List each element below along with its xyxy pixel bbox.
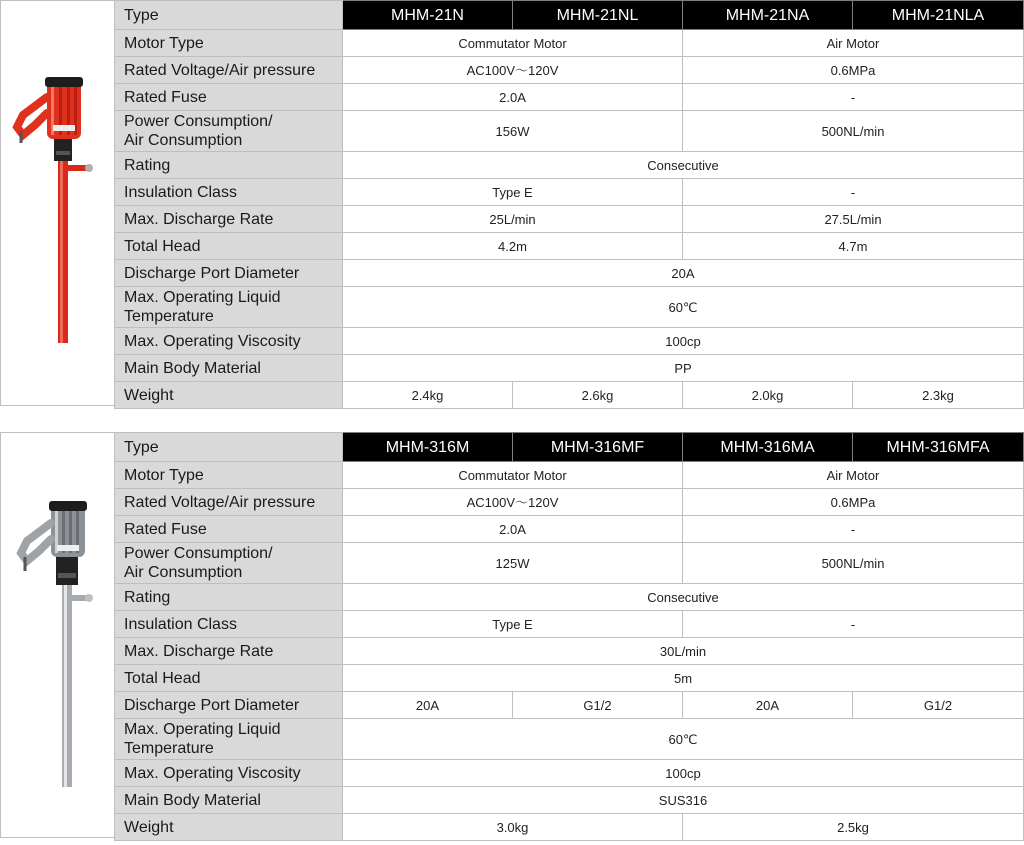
cell-value: 25L/min bbox=[343, 206, 683, 233]
cell-value: 500NL/min bbox=[683, 543, 1024, 584]
cell-value: 30L/min bbox=[343, 638, 1024, 665]
table-row bbox=[115, 57, 1024, 84]
cell-value: Air Motor bbox=[683, 30, 1024, 57]
cell-value: 2.3kg bbox=[853, 382, 1024, 409]
table-row bbox=[115, 260, 1024, 287]
table-row bbox=[115, 328, 1024, 355]
row-label-viscosity: Max. Operating Viscosity bbox=[115, 760, 343, 787]
label-line: Temperature bbox=[124, 308, 214, 325]
model-header: MHM-316MA bbox=[683, 433, 853, 462]
table-row bbox=[115, 760, 1024, 787]
row-label-material: Main Body Material bbox=[115, 787, 343, 814]
row-label-type: Type bbox=[115, 1, 343, 30]
table-row bbox=[115, 206, 1024, 233]
row-label-rated-voltage: Rated Voltage/Air pressure bbox=[115, 57, 343, 84]
pump-image-cell bbox=[0, 432, 114, 838]
cell-value: 125W bbox=[343, 543, 683, 584]
row-label-power bbox=[115, 111, 343, 152]
row-label-rating: Rating bbox=[115, 152, 343, 179]
row-label-rated-fuse: Rated Fuse bbox=[115, 84, 343, 111]
table-row bbox=[115, 489, 1024, 516]
label-line: Power Consumption/ bbox=[124, 545, 273, 562]
cell-value: 156W bbox=[343, 111, 683, 152]
cell-value: AC100V～120V bbox=[343, 57, 683, 84]
cell-value: 60℃ bbox=[343, 287, 1024, 328]
cell-value: 60℃ bbox=[343, 719, 1024, 760]
row-label-rating: Rating bbox=[115, 584, 343, 611]
table-row bbox=[115, 692, 1024, 719]
table-row bbox=[115, 584, 1024, 611]
cell-value: 27.5L/min bbox=[683, 206, 1024, 233]
model-header: MHM-21NLA bbox=[853, 1, 1024, 30]
table-row bbox=[115, 665, 1024, 692]
table-row bbox=[115, 382, 1024, 409]
spec-block-mhm-316 bbox=[0, 432, 1024, 841]
row-label-material: Main Body Material bbox=[115, 355, 343, 382]
table-row bbox=[115, 787, 1024, 814]
cell-value: 20A bbox=[343, 260, 1024, 287]
table-row bbox=[115, 638, 1024, 665]
row-label-viscosity: Max. Operating Viscosity bbox=[115, 328, 343, 355]
row-label-motor-type: Motor Type bbox=[115, 462, 343, 489]
label-line: Power Consumption/ bbox=[124, 113, 273, 130]
cell-value: - bbox=[683, 84, 1024, 111]
row-label-total-head: Total Head bbox=[115, 233, 343, 260]
row-label-insulation: Insulation Class bbox=[115, 179, 343, 206]
cell-value: - bbox=[683, 516, 1024, 543]
cell-value: 4.2m bbox=[343, 233, 683, 260]
cell-value: Commutator Motor bbox=[343, 462, 683, 489]
table-row bbox=[115, 233, 1024, 260]
row-label-temperature bbox=[115, 719, 343, 760]
cell-value: 5m bbox=[343, 665, 1024, 692]
cell-value: PP bbox=[343, 355, 1024, 382]
pump-image-cell bbox=[0, 0, 114, 406]
table-row bbox=[115, 719, 1024, 760]
row-label-discharge-rate: Max. Discharge Rate bbox=[115, 638, 343, 665]
cell-value: Consecutive bbox=[343, 584, 1024, 611]
cell-value: 4.7m bbox=[683, 233, 1024, 260]
model-header: MHM-316M bbox=[343, 433, 513, 462]
steel-drum-pump-icon bbox=[1, 433, 116, 839]
table-row bbox=[115, 433, 1024, 462]
cell-value: 0.6MPa bbox=[683, 57, 1024, 84]
table-row bbox=[115, 111, 1024, 152]
table-row bbox=[115, 84, 1024, 111]
spec-table-mhm-316 bbox=[114, 432, 1024, 841]
cell-value: G1/2 bbox=[513, 692, 683, 719]
row-label-type: Type bbox=[115, 433, 343, 462]
red-drum-pump-icon bbox=[1, 1, 116, 407]
cell-value: 2.4kg bbox=[343, 382, 513, 409]
cell-value: SUS316 bbox=[343, 787, 1024, 814]
cell-value: - bbox=[683, 179, 1024, 206]
cell-value: 500NL/min bbox=[683, 111, 1024, 152]
row-label-port-diameter: Discharge Port Diameter bbox=[115, 260, 343, 287]
cell-value: G1/2 bbox=[853, 692, 1024, 719]
row-label-rated-voltage: Rated Voltage/Air pressure bbox=[115, 489, 343, 516]
cell-value: Type E bbox=[343, 179, 683, 206]
row-label-weight: Weight bbox=[115, 382, 343, 409]
cell-value: 2.0A bbox=[343, 84, 683, 111]
cell-value: 100cp bbox=[343, 328, 1024, 355]
row-label-temperature bbox=[115, 287, 343, 328]
table-row bbox=[115, 355, 1024, 382]
cell-value: Air Motor bbox=[683, 462, 1024, 489]
cell-value: 20A bbox=[343, 692, 513, 719]
row-label-insulation: Insulation Class bbox=[115, 611, 343, 638]
cell-value: 3.0kg bbox=[343, 814, 683, 841]
row-label-discharge-rate: Max. Discharge Rate bbox=[115, 206, 343, 233]
table-row bbox=[115, 543, 1024, 584]
cell-value: Consecutive bbox=[343, 152, 1024, 179]
cell-value: Commutator Motor bbox=[343, 30, 683, 57]
model-header: MHM-21NA bbox=[683, 1, 853, 30]
cell-value: AC100V～120V bbox=[343, 489, 683, 516]
row-label-power bbox=[115, 543, 343, 584]
row-label-port-diameter: Discharge Port Diameter bbox=[115, 692, 343, 719]
cell-value: 2.6kg bbox=[513, 382, 683, 409]
cell-value: - bbox=[683, 611, 1024, 638]
label-line: Temperature bbox=[124, 740, 214, 757]
table-row bbox=[115, 152, 1024, 179]
label-line: Air Consumption bbox=[124, 564, 243, 581]
row-label-weight: Weight bbox=[115, 814, 343, 841]
cell-value: Type E bbox=[343, 611, 683, 638]
label-line: Air Consumption bbox=[124, 132, 243, 149]
table-row bbox=[115, 611, 1024, 638]
cell-value: 100cp bbox=[343, 760, 1024, 787]
row-label-rated-fuse: Rated Fuse bbox=[115, 516, 343, 543]
spec-table-mhm-21 bbox=[114, 0, 1024, 409]
row-label-motor-type: Motor Type bbox=[115, 30, 343, 57]
label-line: Max. Operating Liquid bbox=[124, 289, 281, 306]
cell-value: 0.6MPa bbox=[683, 489, 1024, 516]
label-line: Max. Operating Liquid bbox=[124, 721, 281, 738]
table-row bbox=[115, 287, 1024, 328]
model-header: MHM-316MFA bbox=[853, 433, 1024, 462]
model-header: MHM-21NL bbox=[513, 1, 683, 30]
cell-value: 2.0kg bbox=[683, 382, 853, 409]
row-label-total-head: Total Head bbox=[115, 665, 343, 692]
table-row bbox=[115, 814, 1024, 841]
table-row bbox=[115, 179, 1024, 206]
table-row bbox=[115, 462, 1024, 489]
table-row bbox=[115, 1, 1024, 30]
cell-value: 2.0A bbox=[343, 516, 683, 543]
model-header: MHM-316MF bbox=[513, 433, 683, 462]
model-header: MHM-21N bbox=[343, 1, 513, 30]
table-row bbox=[115, 516, 1024, 543]
cell-value: 20A bbox=[683, 692, 853, 719]
spec-block-mhm-21 bbox=[0, 0, 1024, 409]
table-row bbox=[115, 30, 1024, 57]
cell-value: 2.5kg bbox=[683, 814, 1024, 841]
